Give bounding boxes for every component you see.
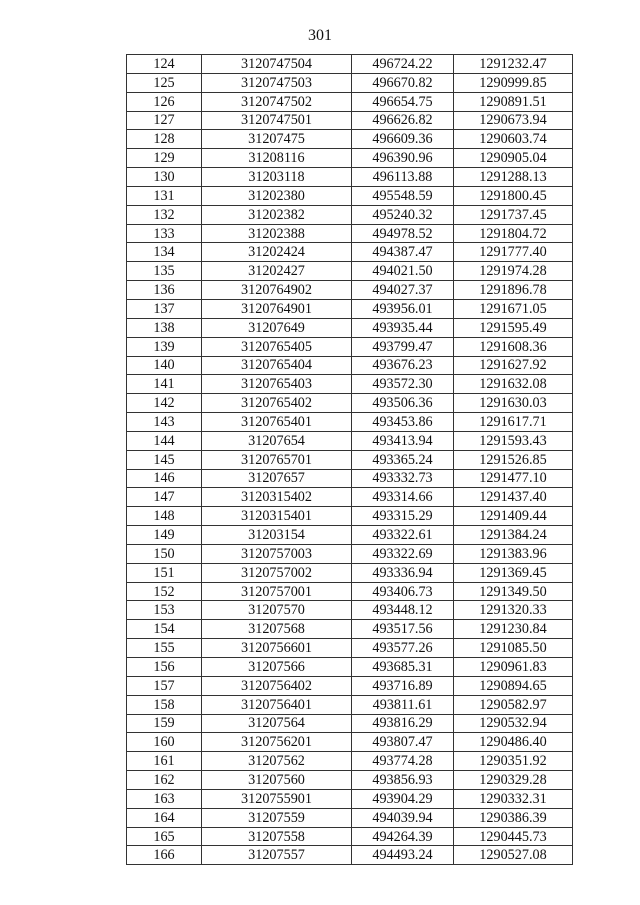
table-row [127, 789, 573, 808]
table-row [127, 92, 573, 111]
page-number: 301 [308, 27, 332, 44]
x-coordinate-cell: 493448.12 [352, 601, 454, 620]
point-id-cell: 31207568 [202, 620, 352, 639]
y-coordinate-cell: 1290386.39 [454, 808, 573, 827]
x-coordinate-cell: 493453.86 [352, 413, 454, 432]
point-number-cell: 164 [127, 808, 202, 827]
point-id-cell: 3120765402 [202, 394, 352, 413]
table-row [127, 413, 573, 432]
y-coordinate-cell: 1291777.40 [454, 243, 573, 262]
x-coordinate-cell: 493935.44 [352, 318, 454, 337]
x-coordinate-cell: 496670.82 [352, 73, 454, 92]
x-coordinate-cell: 493336.94 [352, 563, 454, 582]
table-row [127, 431, 573, 450]
x-coordinate-cell: 494387.47 [352, 243, 454, 262]
point-number-cell: 153 [127, 601, 202, 620]
table-row [127, 714, 573, 733]
point-number-cell: 135 [127, 262, 202, 281]
table-row [127, 337, 573, 356]
table-body [127, 55, 573, 865]
y-coordinate-cell: 1290999.85 [454, 73, 573, 92]
x-coordinate-cell: 493322.69 [352, 544, 454, 563]
x-coordinate-cell: 493322.61 [352, 526, 454, 545]
point-id-cell: 3120747502 [202, 92, 352, 111]
point-number-cell: 142 [127, 394, 202, 413]
y-coordinate-cell: 1291617.71 [454, 413, 573, 432]
point-number-cell: 139 [127, 337, 202, 356]
point-number-cell: 133 [127, 224, 202, 243]
x-coordinate-cell: 496724.22 [352, 55, 454, 74]
table-row [127, 601, 573, 620]
x-coordinate-cell: 493716.89 [352, 676, 454, 695]
x-coordinate-cell: 493904.29 [352, 789, 454, 808]
table-row [127, 808, 573, 827]
point-number-cell: 136 [127, 281, 202, 300]
table-row [127, 375, 573, 394]
x-coordinate-cell: 496609.36 [352, 130, 454, 149]
y-coordinate-cell: 1291230.84 [454, 620, 573, 639]
point-id-cell: 3120756601 [202, 639, 352, 658]
x-coordinate-cell: 495240.32 [352, 205, 454, 224]
table-row [127, 771, 573, 790]
x-coordinate-cell: 496113.88 [352, 168, 454, 187]
x-coordinate-cell: 493956.01 [352, 299, 454, 318]
x-coordinate-cell: 493811.61 [352, 695, 454, 714]
point-number-cell: 149 [127, 526, 202, 545]
table-row [127, 658, 573, 677]
table-row [127, 488, 573, 507]
y-coordinate-cell: 1291384.24 [454, 526, 573, 545]
y-coordinate-cell: 1290486.40 [454, 733, 573, 752]
point-id-cell: 31202388 [202, 224, 352, 243]
point-id-cell: 31202427 [202, 262, 352, 281]
table-row [127, 73, 573, 92]
point-number-cell: 127 [127, 111, 202, 130]
point-number-cell: 138 [127, 318, 202, 337]
y-coordinate-cell: 1291288.13 [454, 168, 573, 187]
table-row [127, 224, 573, 243]
x-coordinate-cell: 493506.36 [352, 394, 454, 413]
table-row [127, 243, 573, 262]
point-number-cell: 143 [127, 413, 202, 432]
table-row [127, 733, 573, 752]
table-row [127, 205, 573, 224]
y-coordinate-cell: 1291974.28 [454, 262, 573, 281]
x-coordinate-cell: 493676.23 [352, 356, 454, 375]
y-coordinate-cell: 1291630.03 [454, 394, 573, 413]
table-row [127, 318, 573, 337]
x-coordinate-cell: 493406.73 [352, 582, 454, 601]
point-number-cell: 151 [127, 563, 202, 582]
point-id-cell: 31207562 [202, 752, 352, 771]
point-id-cell: 3120765404 [202, 356, 352, 375]
point-number-cell: 134 [127, 243, 202, 262]
x-coordinate-cell: 493517.56 [352, 620, 454, 639]
y-coordinate-cell: 1291232.47 [454, 55, 573, 74]
table-row [127, 356, 573, 375]
table-row [127, 469, 573, 488]
y-coordinate-cell: 1291320.33 [454, 601, 573, 620]
x-coordinate-cell: 494027.37 [352, 281, 454, 300]
y-coordinate-cell: 1291800.45 [454, 186, 573, 205]
x-coordinate-cell: 493577.26 [352, 639, 454, 658]
point-number-cell: 126 [127, 92, 202, 111]
point-number-cell: 128 [127, 130, 202, 149]
x-coordinate-cell: 496654.75 [352, 92, 454, 111]
y-coordinate-cell: 1291369.45 [454, 563, 573, 582]
y-coordinate-cell: 1291896.78 [454, 281, 573, 300]
point-number-cell: 157 [127, 676, 202, 695]
y-coordinate-cell: 1291737.45 [454, 205, 573, 224]
y-coordinate-cell: 1291671.05 [454, 299, 573, 318]
x-coordinate-cell: 493816.29 [352, 714, 454, 733]
x-coordinate-cell: 494493.24 [352, 846, 454, 865]
y-coordinate-cell: 1291632.08 [454, 375, 573, 394]
x-coordinate-cell: 493332.73 [352, 469, 454, 488]
x-coordinate-cell: 493572.30 [352, 375, 454, 394]
point-id-cell: 3120755901 [202, 789, 352, 808]
point-number-cell: 146 [127, 469, 202, 488]
y-coordinate-cell: 1290894.65 [454, 676, 573, 695]
y-coordinate-cell: 1290905.04 [454, 149, 573, 168]
table-row [127, 55, 573, 74]
table-row [127, 186, 573, 205]
y-coordinate-cell: 1291409.44 [454, 507, 573, 526]
point-id-cell: 3120756402 [202, 676, 352, 695]
point-id-cell: 3120765701 [202, 450, 352, 469]
x-coordinate-cell: 493807.47 [352, 733, 454, 752]
x-coordinate-cell: 494978.52 [352, 224, 454, 243]
point-number-cell: 144 [127, 431, 202, 450]
coordinates-table [126, 54, 573, 865]
point-id-cell: 3120757001 [202, 582, 352, 601]
table-row [127, 149, 573, 168]
table-row [127, 507, 573, 526]
table-row [127, 299, 573, 318]
y-coordinate-cell: 1291349.50 [454, 582, 573, 601]
table-row [127, 394, 573, 413]
point-number-cell: 160 [127, 733, 202, 752]
y-coordinate-cell: 1290582.97 [454, 695, 573, 714]
point-number-cell: 131 [127, 186, 202, 205]
point-number-cell: 150 [127, 544, 202, 563]
y-coordinate-cell: 1291593.43 [454, 431, 573, 450]
y-coordinate-cell: 1291085.50 [454, 639, 573, 658]
point-id-cell: 31207559 [202, 808, 352, 827]
point-number-cell: 162 [127, 771, 202, 790]
point-id-cell: 3120765401 [202, 413, 352, 432]
y-coordinate-cell: 1291477.10 [454, 469, 573, 488]
x-coordinate-cell: 493314.66 [352, 488, 454, 507]
x-coordinate-cell: 494021.50 [352, 262, 454, 281]
point-number-cell: 140 [127, 356, 202, 375]
table-row [127, 846, 573, 865]
table-row [127, 168, 573, 187]
table-row [127, 130, 573, 149]
point-id-cell: 31207564 [202, 714, 352, 733]
point-id-cell: 3120764902 [202, 281, 352, 300]
point-id-cell: 31207558 [202, 827, 352, 846]
point-number-cell: 166 [127, 846, 202, 865]
point-number-cell: 147 [127, 488, 202, 507]
table-row [127, 544, 573, 563]
point-id-cell: 3120315401 [202, 507, 352, 526]
point-number-cell: 145 [127, 450, 202, 469]
point-id-cell: 31202380 [202, 186, 352, 205]
table-row [127, 262, 573, 281]
point-id-cell: 31207570 [202, 601, 352, 620]
point-number-cell: 154 [127, 620, 202, 639]
table-row [127, 827, 573, 846]
point-id-cell: 3120756401 [202, 695, 352, 714]
point-id-cell: 31207649 [202, 318, 352, 337]
point-number-cell: 124 [127, 55, 202, 74]
y-coordinate-cell: 1290961.83 [454, 658, 573, 677]
x-coordinate-cell: 493413.94 [352, 431, 454, 450]
table-row [127, 639, 573, 658]
y-coordinate-cell: 1291383.96 [454, 544, 573, 563]
y-coordinate-cell: 1290351.92 [454, 752, 573, 771]
x-coordinate-cell: 493856.93 [352, 771, 454, 790]
point-id-cell: 3120747504 [202, 55, 352, 74]
y-coordinate-cell: 1291804.72 [454, 224, 573, 243]
point-number-cell: 141 [127, 375, 202, 394]
x-coordinate-cell: 496626.82 [352, 111, 454, 130]
table-row [127, 620, 573, 639]
point-id-cell: 31207557 [202, 846, 352, 865]
y-coordinate-cell: 1290445.73 [454, 827, 573, 846]
point-id-cell: 3120747501 [202, 111, 352, 130]
x-coordinate-cell: 494264.39 [352, 827, 454, 846]
point-id-cell: 3120747503 [202, 73, 352, 92]
point-id-cell: 3120315402 [202, 488, 352, 507]
y-coordinate-cell: 1290891.51 [454, 92, 573, 111]
point-id-cell: 31203118 [202, 168, 352, 187]
y-coordinate-cell: 1291526.85 [454, 450, 573, 469]
point-id-cell: 31202424 [202, 243, 352, 262]
point-number-cell: 137 [127, 299, 202, 318]
point-number-cell: 130 [127, 168, 202, 187]
point-id-cell: 3120756201 [202, 733, 352, 752]
point-number-cell: 152 [127, 582, 202, 601]
point-number-cell: 155 [127, 639, 202, 658]
point-id-cell: 31208116 [202, 149, 352, 168]
point-id-cell: 3120765405 [202, 337, 352, 356]
point-id-cell: 31202382 [202, 205, 352, 224]
table-row [127, 450, 573, 469]
point-id-cell: 31207654 [202, 431, 352, 450]
point-id-cell: 3120764901 [202, 299, 352, 318]
y-coordinate-cell: 1290332.31 [454, 789, 573, 808]
point-id-cell: 3120765403 [202, 375, 352, 394]
y-coordinate-cell: 1290527.08 [454, 846, 573, 865]
table-row [127, 281, 573, 300]
table-row [127, 582, 573, 601]
point-id-cell: 31203154 [202, 526, 352, 545]
table-row [127, 752, 573, 771]
x-coordinate-cell: 493685.31 [352, 658, 454, 677]
y-coordinate-cell: 1291595.49 [454, 318, 573, 337]
x-coordinate-cell: 494039.94 [352, 808, 454, 827]
x-coordinate-cell: 493365.24 [352, 450, 454, 469]
table-row [127, 111, 573, 130]
y-coordinate-cell: 1291437.40 [454, 488, 573, 507]
x-coordinate-cell: 493774.28 [352, 752, 454, 771]
point-id-cell: 31207657 [202, 469, 352, 488]
point-id-cell: 3120757003 [202, 544, 352, 563]
table-row [127, 695, 573, 714]
point-number-cell: 148 [127, 507, 202, 526]
point-id-cell: 31207566 [202, 658, 352, 677]
table-row [127, 676, 573, 695]
point-number-cell: 156 [127, 658, 202, 677]
y-coordinate-cell: 1290673.94 [454, 111, 573, 130]
x-coordinate-cell: 495548.59 [352, 186, 454, 205]
x-coordinate-cell: 493799.47 [352, 337, 454, 356]
y-coordinate-cell: 1290532.94 [454, 714, 573, 733]
x-coordinate-cell: 496390.96 [352, 149, 454, 168]
point-number-cell: 158 [127, 695, 202, 714]
point-id-cell: 3120757002 [202, 563, 352, 582]
point-number-cell: 159 [127, 714, 202, 733]
point-number-cell: 129 [127, 149, 202, 168]
point-number-cell: 165 [127, 827, 202, 846]
y-coordinate-cell: 1290603.74 [454, 130, 573, 149]
point-number-cell: 125 [127, 73, 202, 92]
x-coordinate-cell: 493315.29 [352, 507, 454, 526]
point-number-cell: 132 [127, 205, 202, 224]
table-row [127, 563, 573, 582]
table-row [127, 526, 573, 545]
point-number-cell: 161 [127, 752, 202, 771]
y-coordinate-cell: 1290329.28 [454, 771, 573, 790]
y-coordinate-cell: 1291608.36 [454, 337, 573, 356]
y-coordinate-cell: 1291627.92 [454, 356, 573, 375]
point-id-cell: 31207475 [202, 130, 352, 149]
point-number-cell: 163 [127, 789, 202, 808]
point-id-cell: 31207560 [202, 771, 352, 790]
